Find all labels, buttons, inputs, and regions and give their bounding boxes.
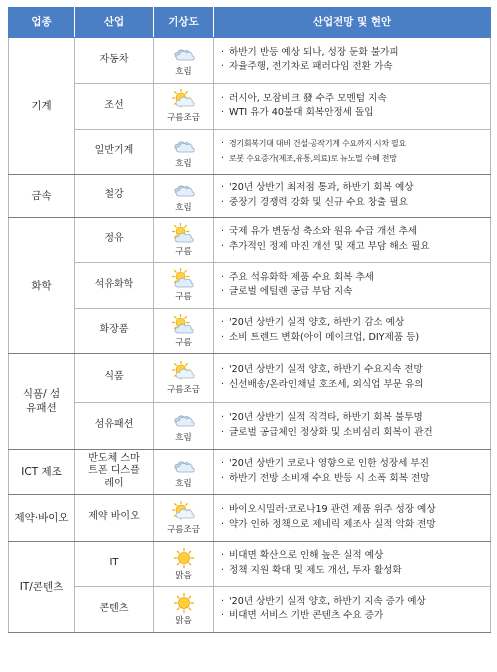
industry-cell xyxy=(75,494,154,541)
outlook-text: 소비 트렌드 변화(아이 메이크업, DIY제품 등) xyxy=(229,331,420,343)
weather-label: 구름조금 xyxy=(167,524,200,535)
industry-cell xyxy=(75,217,154,262)
outlook-line xyxy=(221,549,490,564)
outlook-cell xyxy=(214,541,491,586)
industry-label: 석유화학 xyxy=(94,278,134,290)
weather-cell xyxy=(154,353,214,402)
bullet-icon: · xyxy=(221,286,225,297)
outlook-text: 비대면 서비스 기반 콘텐츠 수요 증가 xyxy=(229,610,384,621)
outlook-line xyxy=(221,152,490,167)
table-row xyxy=(9,308,491,353)
weather-label: 구름조금 xyxy=(167,113,200,123)
outlook-text: 로봇 수요증가(제조,유통,의료)로 뉴노멀 수혜 전망 xyxy=(229,153,397,163)
industry-cell xyxy=(75,83,154,129)
bullet-icon: · xyxy=(221,610,225,621)
cloud-sun-icon xyxy=(172,268,196,290)
outlook-text: '20년 상반기 코로나 영향으로 인한 성장세 부진 xyxy=(229,458,429,469)
table-row xyxy=(9,174,491,217)
bullet-icon: · xyxy=(221,426,225,438)
weather-label: 구름 xyxy=(175,337,192,348)
industry-cell xyxy=(75,402,154,449)
header-industry: 산업 xyxy=(75,7,154,37)
outlook-cell xyxy=(214,262,491,308)
weather-cell xyxy=(154,402,214,449)
industry-label: 조선 xyxy=(104,99,124,111)
cloud-sun-icon xyxy=(172,223,196,245)
outlook-line xyxy=(221,595,490,610)
sector-cell: 기계 xyxy=(9,37,75,174)
outlook-text: 바이오시밀러·코로나19 관련 제품 위주 성장 예상 xyxy=(229,504,436,515)
outlook-line xyxy=(221,240,490,255)
industry-cell xyxy=(75,449,154,494)
outlook-line xyxy=(221,196,490,211)
outlook-cell xyxy=(214,353,491,402)
industry-label: 화장품 xyxy=(99,324,129,336)
bullet-icon: · xyxy=(221,46,225,58)
outlook-line xyxy=(221,609,490,624)
cloudy-icon xyxy=(172,135,196,157)
bullet-icon: · xyxy=(221,196,225,208)
outlook-line xyxy=(221,378,490,393)
outlook-line xyxy=(221,46,490,61)
industry-cell xyxy=(75,308,154,353)
outlook-text: '20년 상반기 실적 양호, 하반기 감소 예상 xyxy=(229,317,405,328)
industry-cell xyxy=(75,541,154,586)
cloudy-icon xyxy=(172,43,196,65)
bullet-icon: · xyxy=(221,317,225,328)
table-row xyxy=(9,217,491,262)
industry-label: 자동차 xyxy=(99,53,129,65)
header-outlook: 산업전망 및 현안 xyxy=(214,7,491,37)
outlook-text: 글로벌 에틸렌 공급 부담 지속 xyxy=(229,286,353,297)
weather-label: 구름 xyxy=(175,246,192,257)
industry-cell xyxy=(75,174,154,217)
outlook-text: 하반기 전방 소비재 수요 반등 시 소폭 회복 전망 xyxy=(229,472,430,484)
table-row xyxy=(9,494,491,541)
outlook-line xyxy=(221,285,490,300)
weather-label: 구름조금 xyxy=(167,384,200,395)
cloudy-sun-icon xyxy=(172,89,196,111)
weather-cell xyxy=(154,586,214,632)
weather-label: 흐림 xyxy=(175,478,192,489)
industry-label: 철강 xyxy=(104,189,124,201)
outlook-line xyxy=(221,472,490,487)
weather-label: 흐림 xyxy=(175,67,192,77)
outlook-cell xyxy=(214,129,491,174)
header-sector: 업종 xyxy=(9,7,75,37)
outlook-text: 글로벌 공급체인 정상화 및 소비심리 회복이 관건 xyxy=(229,426,433,438)
outlook-line xyxy=(221,181,490,196)
outlook-text: 하반기 반등 예상 되나, 성장 둔화 불가피 xyxy=(229,46,399,58)
sector-cell: ICT 제조 xyxy=(9,449,75,494)
header-row xyxy=(9,7,491,37)
bullet-icon: · xyxy=(221,152,225,164)
outlook-cell xyxy=(214,402,491,449)
bullet-icon: · xyxy=(221,240,225,252)
weather-label: 맑음 xyxy=(175,616,192,626)
cloudy-sun-icon xyxy=(172,361,196,383)
outlook-line xyxy=(221,316,490,331)
outlook-line xyxy=(221,426,490,441)
table-row xyxy=(9,449,491,494)
outlook-text: 추가적인 정제 마진 개선 및 재고 부담 해소 필요 xyxy=(229,240,430,252)
table-row xyxy=(9,402,491,449)
outlook-text: '20년 상반기 실적 양호, 하반기 수요지속 전망 xyxy=(229,364,423,375)
outlook-text: 국제 유가 변동성 축소와 원유 수급 개선 추세 xyxy=(229,226,418,237)
bullet-icon: · xyxy=(221,595,225,607)
bullet-icon: · xyxy=(221,226,225,237)
cloudy-sun-icon xyxy=(172,501,196,523)
table-row xyxy=(9,353,491,402)
table-row xyxy=(9,37,491,83)
header-weather: 기상도 xyxy=(154,7,214,37)
industry-label: 식품 xyxy=(104,371,124,383)
outlook-text: 정책 지원 확대 및 제도 개선, 투자 활성화 xyxy=(229,564,402,576)
outlook-line xyxy=(221,92,490,107)
weather-label: 구름 xyxy=(175,292,192,302)
industry-cell xyxy=(75,262,154,308)
outlook-text: 비대면 확산으로 인해 높은 실적 예상 xyxy=(229,550,384,561)
sector-cell: 화학 xyxy=(9,217,75,353)
weather-label: 맑음 xyxy=(175,570,192,581)
bullet-icon: · xyxy=(221,504,225,515)
sector-cell: IT/콘텐츠 xyxy=(9,541,75,632)
bullet-icon: · xyxy=(221,182,225,193)
industry-label: 반도체 스마트폰 디스플레이 xyxy=(88,452,140,489)
cloud-sun-icon xyxy=(172,314,196,336)
outlook-cell xyxy=(214,37,491,83)
industry-label: 정유 xyxy=(104,233,124,245)
weather-cell xyxy=(154,174,214,217)
sun-icon xyxy=(172,547,196,569)
bullet-icon: · xyxy=(221,138,225,149)
outlook-line xyxy=(221,60,490,75)
bullet-icon: · xyxy=(221,331,225,343)
table-body xyxy=(9,37,491,632)
outlook-line xyxy=(221,503,490,518)
weather-cell xyxy=(154,541,214,586)
outlook-line xyxy=(221,457,490,472)
bullet-icon: · xyxy=(221,61,225,72)
outlook-text: '20년 상반기 최저점 통과, 하반기 회복 예상 xyxy=(229,182,414,193)
bullet-icon: · xyxy=(221,550,225,561)
outlook-text: 약가 인하 정책으로 제네릭 제조사 실적 악화 전망 xyxy=(229,518,436,530)
sun-icon xyxy=(172,592,196,614)
outlook-cell xyxy=(214,494,491,541)
table-row xyxy=(9,83,491,129)
bullet-icon: · xyxy=(221,107,225,118)
outlook-line xyxy=(221,411,490,426)
outlook-text: 신선배송/온라인채널 호조세, 외식업 부문 유의 xyxy=(229,378,424,390)
industry-cell xyxy=(75,586,154,632)
outlook-text: WTI 유가 40불대 회복안정세 돌입 xyxy=(229,107,374,118)
weather-label: 흐림 xyxy=(175,202,192,213)
sector-label: 식품/ 섬유패션 xyxy=(22,388,61,414)
outlook-cell xyxy=(214,174,491,217)
outlook-line xyxy=(221,331,490,346)
industry-cell xyxy=(75,37,154,83)
outlook-line xyxy=(221,137,490,152)
industry-outlook-table xyxy=(8,7,491,633)
outlook-text: 주요 석유화학 제품 수요 회복 추세 xyxy=(229,271,374,283)
industry-label: IT xyxy=(109,557,119,569)
bullet-icon: · xyxy=(221,378,225,390)
outlook-text: 자율주행, 전기차로 패러다임 전환 가속 xyxy=(229,61,393,72)
sector-cell xyxy=(9,353,75,449)
cloudy-icon xyxy=(172,179,196,201)
outlook-text: 경기회복기대 대비 건설·공작기계 수요까지 시차 필요 xyxy=(229,139,406,148)
weather-cell xyxy=(154,262,214,308)
table-row xyxy=(9,129,491,174)
outlook-cell xyxy=(214,449,491,494)
bullet-icon: · xyxy=(221,364,225,375)
outlook-cell xyxy=(214,217,491,262)
cloudy-icon xyxy=(172,455,196,477)
industry-label: 콘텐츠 xyxy=(99,602,129,614)
weather-cell xyxy=(154,37,214,83)
bullet-icon: · xyxy=(221,458,225,469)
bullet-icon: · xyxy=(221,92,225,104)
bullet-icon: · xyxy=(221,271,225,283)
table-row xyxy=(9,541,491,586)
outlook-line xyxy=(221,271,490,286)
weather-label: 흐림 xyxy=(175,158,192,169)
outlook-cell xyxy=(214,308,491,353)
weather-cell xyxy=(154,494,214,541)
outlook-text: 러시아, 모잠비크 發 수주 모멘텀 지속 xyxy=(229,92,387,104)
industry-cell xyxy=(75,353,154,402)
outlook-line xyxy=(221,564,490,579)
cloudy-icon xyxy=(172,409,196,431)
outlook-cell xyxy=(214,586,491,632)
bullet-icon: · xyxy=(221,472,225,484)
outlook-line xyxy=(221,518,490,533)
weather-cell xyxy=(154,129,214,174)
bullet-icon: · xyxy=(221,564,225,576)
bullet-icon: · xyxy=(221,518,225,530)
weather-label: 흐림 xyxy=(175,432,192,443)
weather-cell xyxy=(154,83,214,129)
bullet-icon: · xyxy=(221,412,225,423)
outlook-text: '20년 상반기 실적 양호, 하반기 지속 증가 예상 xyxy=(229,595,426,607)
weather-cell xyxy=(154,308,214,353)
industry-label: 제약 바이오 xyxy=(88,511,140,523)
sector-cell: 제약·바이오 xyxy=(9,494,75,541)
sector-cell: 금속 xyxy=(9,174,75,217)
weather-cell xyxy=(154,217,214,262)
weather-cell xyxy=(154,449,214,494)
outlook-text: 중장기 경쟁력 강화 및 신규 수요 창출 필요 xyxy=(229,196,408,208)
outlook-line xyxy=(221,363,490,378)
industry-cell xyxy=(75,129,154,174)
industry-label: 섬유패션 xyxy=(94,419,134,431)
outlook-cell xyxy=(214,83,491,129)
table-row xyxy=(9,262,491,308)
table-row xyxy=(9,586,491,632)
outlook-line xyxy=(221,106,490,121)
outlook-line xyxy=(221,225,490,240)
outlook-text: '20년 상반기 실적 직격타, 하반기 회복 불투명 xyxy=(229,412,423,423)
industry-label: 일반기계 xyxy=(94,145,134,157)
